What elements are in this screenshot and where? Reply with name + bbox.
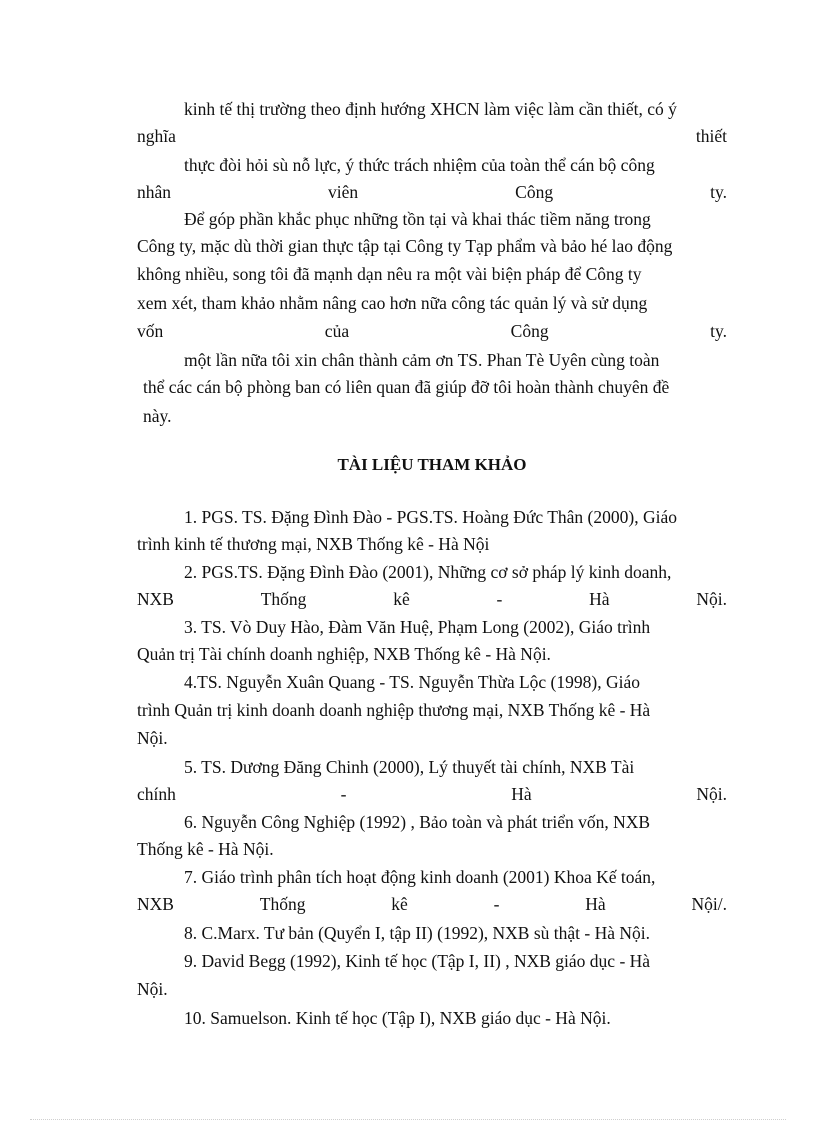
reference-2-line-2 [137,587,727,611]
reference-5-line-1: 5. TS. Dương Đăng Chinh (2000), Lý thuyết tài chính, NXB Tài [184,757,635,777]
intro-line-4 [137,180,727,204]
intro-line-5: Để góp phần khắc phục những tồn tại và khai thác tiềm năng trong [184,209,651,229]
reference-6-line-2: Thống kê - Hà Nội. [137,839,274,859]
word: của [324,321,350,341]
word: Công [510,321,549,341]
word: kê [391,894,408,914]
word: ty. [710,321,727,341]
word: kê [393,589,410,609]
intro-line-2 [137,124,727,148]
intro-line-11: thể các cán bộ phòng ban có liên quan đã giúp đỡ tôi hoàn thành chuyên đề [143,377,670,397]
reference-10: 10. Samuelson. Kinh tế học (Tập I), NXB giáo dục - Hà Nội. [184,1008,611,1028]
word: thiết [695,126,727,146]
word: Hà [511,784,532,804]
word: vốn [137,321,164,341]
word: Hà [589,589,610,609]
reference-1-line-2: trình kinh tế thương mại, NXB Thống kê - Hà Nội [137,534,490,554]
word: Hà [585,894,606,914]
word: Nội. [696,589,727,609]
references-heading: TÀI LIỆU THAM KHẢO [337,455,527,474]
reference-3-line-1: 3. TS. Vò Duy Hào, Đàm Văn Huệ, Phạm Long (2002), Giáo trình [184,617,651,637]
word: - [493,894,500,914]
word: Thống [259,894,306,914]
intro-line-1: kinh tế thị trường theo định hướng XHCN làm việc làm cần thiết, có ý [184,99,677,119]
intro-line-8: xem xét, tham khảo nhằm nâng cao hơn nữa công tác quản lý và sử dụng [137,293,648,313]
word: - [496,589,503,609]
reference-8: 8. C.Marx. Tư bản (Quyển I, tập II) (1992), NXB sù thật - Hà Nội. [184,923,651,943]
word: - [340,784,347,804]
word: nghĩa [137,126,176,146]
word: Công [515,182,554,202]
intro-line-7: không nhiều, song tôi đã mạnh dạn nêu ra một vài biện pháp để Công ty [137,264,642,284]
footer-divider [30,1119,786,1120]
reference-1-line-1: 1. PGS. TS. Đặng Đình Đào - PGS.TS. Hoàng Đức Thân (2000), Giáo [184,507,677,527]
word: Nội. [696,784,727,804]
word: ty. [710,182,727,202]
intro-line-6: Công ty, mặc dù thời gian thực tập tại Công ty Tạp phẩm và bảo hé lao động [137,236,673,256]
reference-7-line-2 [137,892,727,916]
reference-6-line-1: 6. Nguyễn Công Nghiệp (1992) , Bảo toàn và phát triển vốn, NXB [184,812,651,832]
intro-line-3: thực đòi hỏi sù nỗ lực, ý thức trách nhiệm của toàn thể cán bộ công [184,155,655,175]
reference-4-line-2: trình Quản trị kinh doanh doanh nghiệp thương mại, NXB Thống kê - Hà [137,700,651,720]
word: Thống [260,589,307,609]
reference-5-line-2 [137,782,727,806]
intro-line-10: một lần nữa tôi xin chân thành cảm ơn TS. Phan Tè Uyên cùng toàn [184,350,660,370]
word: NXB [137,894,174,914]
reference-2-line-1: 2. PGS.TS. Đặng Đình Đào (2001), Những cơ sở pháp lý kinh doanh, [184,562,672,582]
intro-line-12: này. [143,406,172,426]
word: chính [137,784,176,804]
word: Nội/. [691,894,727,914]
intro-line-9 [137,319,727,343]
word: NXB [137,589,174,609]
reference-4-line-1: 4.TS. Nguyễn Xuân Quang - TS. Nguyễn Thừa Lộc (1998), Giáo [184,672,640,692]
reference-9-line-2: Nội. [137,979,168,999]
reference-3-line-2: Quản trị Tài chính doanh nghiệp, NXB Thống kê - Hà Nội. [137,644,551,664]
reference-4-line-3: Nội. [137,728,168,748]
word: viên [328,182,359,202]
word: nhân [137,182,172,202]
reference-9-line-1: 9. David Begg (1992), Kinh tế học (Tập I, II) , NXB giáo dục - Hà [184,951,651,971]
reference-7-line-1: 7. Giáo trình phân tích hoạt động kinh doanh (2001) Khoa Kế toán, [184,867,656,887]
